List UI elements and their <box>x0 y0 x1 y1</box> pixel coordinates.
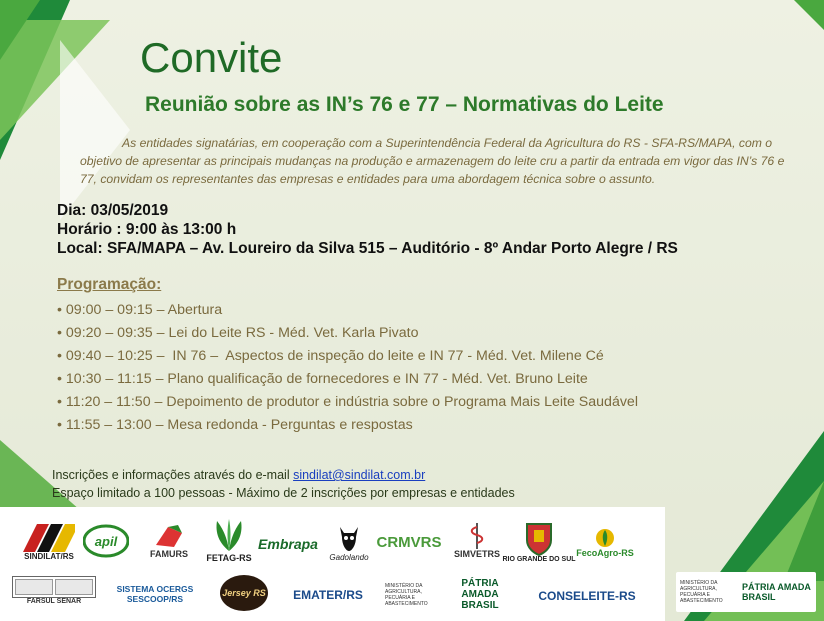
corner-decoration-top-right <box>794 0 824 30</box>
farsul-senar-label: FARSUL SENAR <box>26 597 82 605</box>
sindilat-mark-icon <box>23 524 75 552</box>
gadolando-label: Gadolando <box>329 552 369 562</box>
arrow-decoration <box>60 40 130 220</box>
fecoagro-mark-icon <box>594 528 616 548</box>
crmv-label: CRMVRS <box>376 533 442 551</box>
page-title: Convite <box>140 34 283 81</box>
embrapa-label: Embrapa <box>258 536 318 552</box>
corner-decoration-top-left-mid <box>0 0 40 60</box>
farsul-mark-icon <box>15 579 53 595</box>
senar-mark-icon <box>55 579 93 595</box>
brasil-logo <box>446 579 514 609</box>
conseleite-label: CONSELEITE-RS <box>538 589 636 603</box>
farsul-senar-logo <box>14 575 94 605</box>
ocergs-logo <box>96 581 214 607</box>
sindilat-label: SINDILAT/RS <box>24 551 74 561</box>
apil-label: apil <box>94 534 118 549</box>
program-heading: Programação: <box>57 276 162 293</box>
simvet-label: SIMVETRS <box>453 549 500 559</box>
program-item: • 10:30 – 11:15 – Plano qualificação de fornecedores e IN 77 - Méd. Vet. Bruno Leite <box>57 371 588 387</box>
emater-label: EMATER/RS <box>293 588 363 602</box>
government-logo-right <box>676 572 816 612</box>
ministerio-logo <box>384 581 444 609</box>
corner-decoration-bottom-right-mid <box>784 481 824 581</box>
governo-rs-logo <box>502 513 576 571</box>
emater-logo <box>274 583 382 607</box>
jersey-label: Jersey RS <box>222 588 266 598</box>
program-item: • 09:20 – 09:35 – Lei do Leite RS - Méd. Vet. Karla Pivato <box>57 325 419 341</box>
famurs-logo <box>136 519 202 563</box>
cow-icon <box>334 523 364 553</box>
meeting-subtitle: Reunião sobre as IN’s 76 e 77 – Normativas do Leite <box>145 93 664 116</box>
program-item: • 11:20 – 11:50 – Depoimento de produtor e indústria sobre o Programa Mais Leite Saudável <box>57 394 638 410</box>
jersey-badge-icon <box>220 575 268 611</box>
registration-email-link[interactable]: sindilat@sindilat.com.br <box>293 468 426 482</box>
program-item: • 09:00 – 09:15 – Abertura <box>57 302 223 318</box>
fetag-logo <box>204 515 254 567</box>
caduceus-icon <box>468 523 486 549</box>
fetag-label: FETAG-RS <box>206 553 252 563</box>
fecoagro-logo <box>570 521 640 565</box>
event-date: Dia: 03/05/2019 <box>57 202 169 219</box>
intro-paragraph: As entidades signatárias, em cooperação com a Superintendência Federal da Agricultura do RS - SFA-RS/MAPA, com o objetivo de apresentar as principais mudanças na produção e armazenagem do leite cru a partir da entrada em vigor das IN’s 76 e 77, convidam os representantes das empresas e entidades para uma abordagem técnica sobre o assunto. <box>80 136 785 186</box>
fecoagro-label: FecoAgro-RS <box>576 548 634 558</box>
event-time: Horário : 9:00 às 13:00 h <box>57 221 237 238</box>
apil-logo <box>82 521 130 561</box>
ministerio-right-label: MINISTÉRIO DA AGRICULTURA, PECUÁRIA E ABASTECIMENTO <box>680 580 723 604</box>
capacity-note: Espaço limitado a 100 pessoas - Máximo de 2 inscrições por empresas e entidades <box>52 486 515 500</box>
famurs-label: FAMURS <box>150 549 188 559</box>
famurs-mark-icon <box>152 523 186 549</box>
brasil-label: PÁTRIA AMADA BRASIL <box>461 577 499 611</box>
registration-line <box>52 468 425 482</box>
simvet-logo <box>448 515 506 567</box>
ministerio-label: MINISTÉRIO DA AGRICULTURA, PECUÁRIA E ABASTECIMENTO <box>385 583 428 607</box>
sindilat-logo <box>20 517 78 567</box>
ocergs-label: SISTEMA OCERGS SESCOOP/RS <box>116 584 194 604</box>
program-item: • 09:40 – 10:25 – IN 76 – Aspectos de inspeção do leite e IN 77 - Méd. Vet. Milene Cé <box>57 348 604 364</box>
embrapa-logo <box>254 527 322 561</box>
jersey-logo <box>218 573 270 613</box>
fetag-mark-icon <box>209 519 249 553</box>
governo-rs-label: RIO GRANDE DO SUL <box>502 555 576 563</box>
registration-text: Inscrições e informações através do e-mail <box>52 468 294 482</box>
brasil-right-label: PÁTRIA AMADA BRASIL <box>742 582 811 602</box>
program-list <box>57 300 638 438</box>
program-item: • 11:55 – 13:00 – Mesa redonda - Perguntas e respostas <box>57 417 413 433</box>
conseleite-logo <box>532 585 642 607</box>
sponsor-logo-strip <box>0 507 665 621</box>
gadolando-logo <box>326 517 372 567</box>
event-location: Local: SFA/MAPA – Av. Loureiro da Silva 515 – Auditório - 8º Andar Porto Alegre / RS <box>57 240 678 257</box>
coat-of-arms-icon <box>524 522 554 556</box>
apil-mark-icon <box>83 524 129 558</box>
crmv-logo <box>374 525 444 559</box>
